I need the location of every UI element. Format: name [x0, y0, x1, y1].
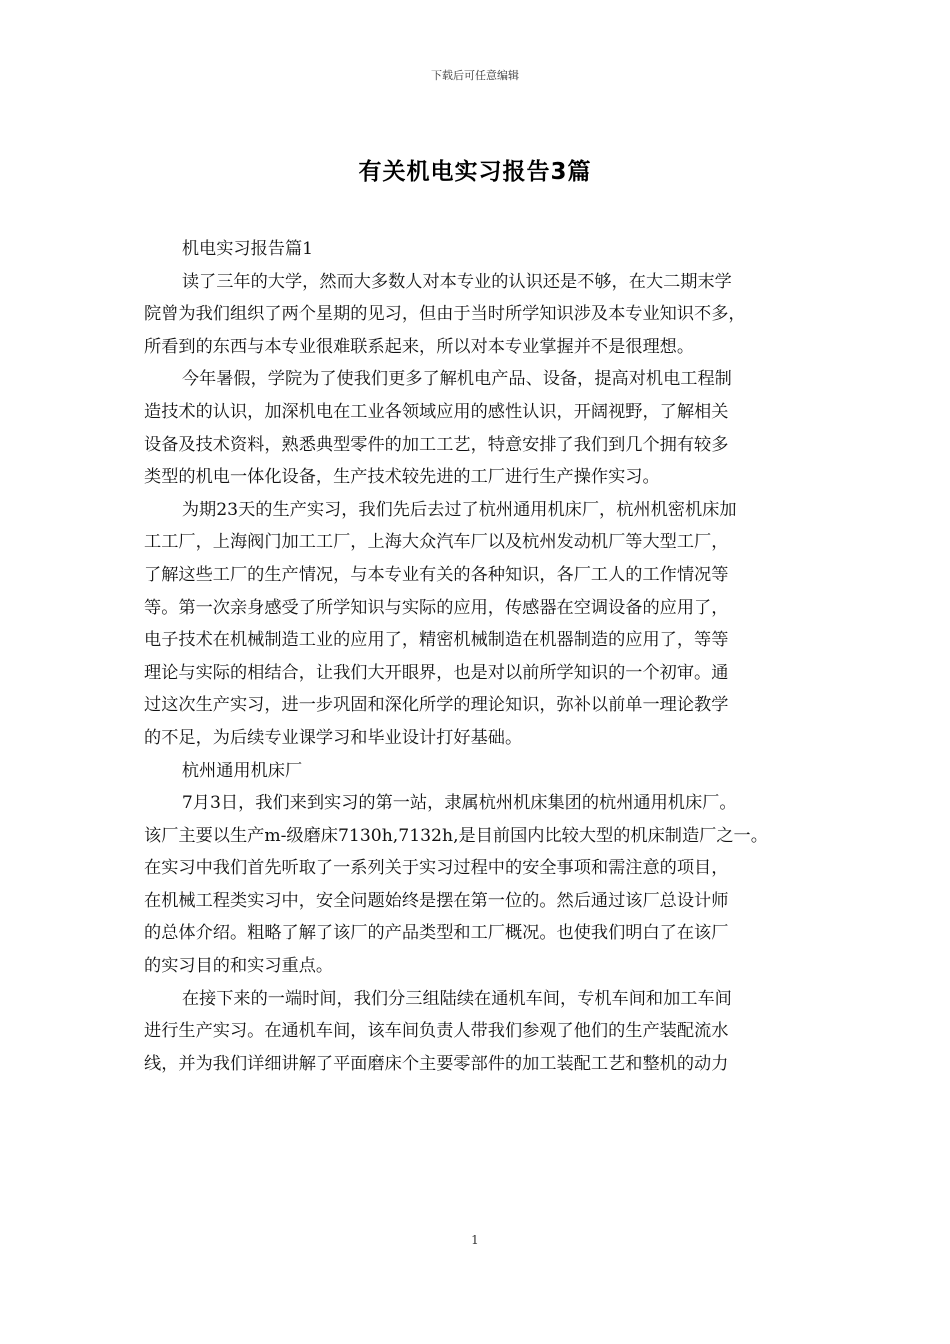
text-line: 为期23天的生产实习，我们先后去过了杭州通用机床厂，杭州机密机床加: [181, 499, 737, 520]
text-line: 工工厂，上海阀门加工工厂，上海大众汽车厂以及杭州发动机厂等大型工厂，: [144, 532, 729, 553]
header-note: 下载后可任意编辑: [431, 69, 519, 82]
text-line: 杭州通用机床厂: [181, 760, 303, 781]
document-body: [144, 233, 816, 1080]
text-line: 线，并为我们详细讲解了平面磨床个主要零部件的加工装配工艺和整机的动力: [144, 1053, 729, 1074]
page-number: 1: [471, 1233, 479, 1247]
text-line: 该厂主要以生产m-级磨床7130h,7132h,是目前国内比较大型的机床制造厂之一。: [144, 825, 768, 846]
paragraph: [144, 363, 816, 493]
paragraph: [144, 266, 816, 364]
paragraph: [144, 494, 816, 755]
text-line: 造技术的认识，加深机电在工业各领域应用的感性认识，开阔视野，了解相关: [144, 401, 729, 422]
text-line: 在机械工程类实习中，安全问题始终是摆在第一位的。然后通过该厂总设计师: [144, 890, 729, 911]
paragraph: [144, 787, 816, 983]
text-line: 所看到的东西与本专业很难联系起来，所以对本专业掌握并不是很理想。: [144, 336, 695, 357]
text-line: 读了三年的大学，然而大多数人对本专业的认识还是不够，在大二期末学: [181, 271, 732, 292]
text-line: 的总体介绍。粗略了解了该厂的产品类型和工厂概况。也使我们明白了在该厂: [144, 923, 729, 944]
text-line: 类型的机电一体化设备，生产技术较先进的工厂进行生产操作实习。: [144, 467, 660, 488]
text-line: 今年暑假，学院为了使我们更多了解机电产品、设备，提高对机电工程制: [181, 369, 732, 390]
text-line: 在接下来的一端时间，我们分三组陆续在通机车间，专机车间和加工车间: [181, 988, 732, 1009]
text-line: 过这次生产实习，进一步巩固和深化所学的理论知识，弥补以前单一理论教学: [144, 695, 729, 716]
text-line: 了解这些工厂的生产情况，与本专业有关的各种知识，各厂工人的工作情况等: [144, 564, 729, 585]
text-line: 设备及技术资料，熟悉典型零件的加工工艺，特意安排了我们到几个拥有较多: [144, 434, 729, 455]
paragraph: [144, 983, 816, 1081]
document-title: 有关机电实习报告3篇: [358, 159, 592, 185]
paragraph: [144, 233, 816, 266]
text-line: 等。第一次亲身感受了所学知识与实际的应用，传感器在空调设备的应用了，: [144, 597, 729, 618]
text-line: 院曾为我们组织了两个星期的见习，但由于当时所学知识涉及本专业知识不多，: [144, 304, 746, 325]
text-line: 机电实习报告篇1: [181, 239, 314, 259]
text-line: 电子技术在机械制造工业的应用了，精密机械制造在机器制造的应用了，等等: [144, 630, 729, 651]
text-line: 7月3日，我们来到实习的第一站，隶属杭州机床集团的杭州通用机床厂。: [181, 793, 737, 814]
text-line: 进行生产实习。在通机车间，该车间负责人带我们参观了他们的生产装配流水: [144, 1021, 729, 1042]
text-line: 的不足，为后续专业课学习和毕业设计打好基础。: [144, 727, 523, 748]
text-line: 理论与实际的相结合，让我们大开眼界，也是对以前所学知识的一个初审。通: [144, 662, 729, 683]
text-line: 在实习中我们首先听取了一系列关于实习过程中的安全事项和需注意的项目，: [144, 858, 729, 879]
paragraph: [144, 755, 816, 788]
text-line: 的实习目的和实习重点。: [144, 956, 334, 977]
